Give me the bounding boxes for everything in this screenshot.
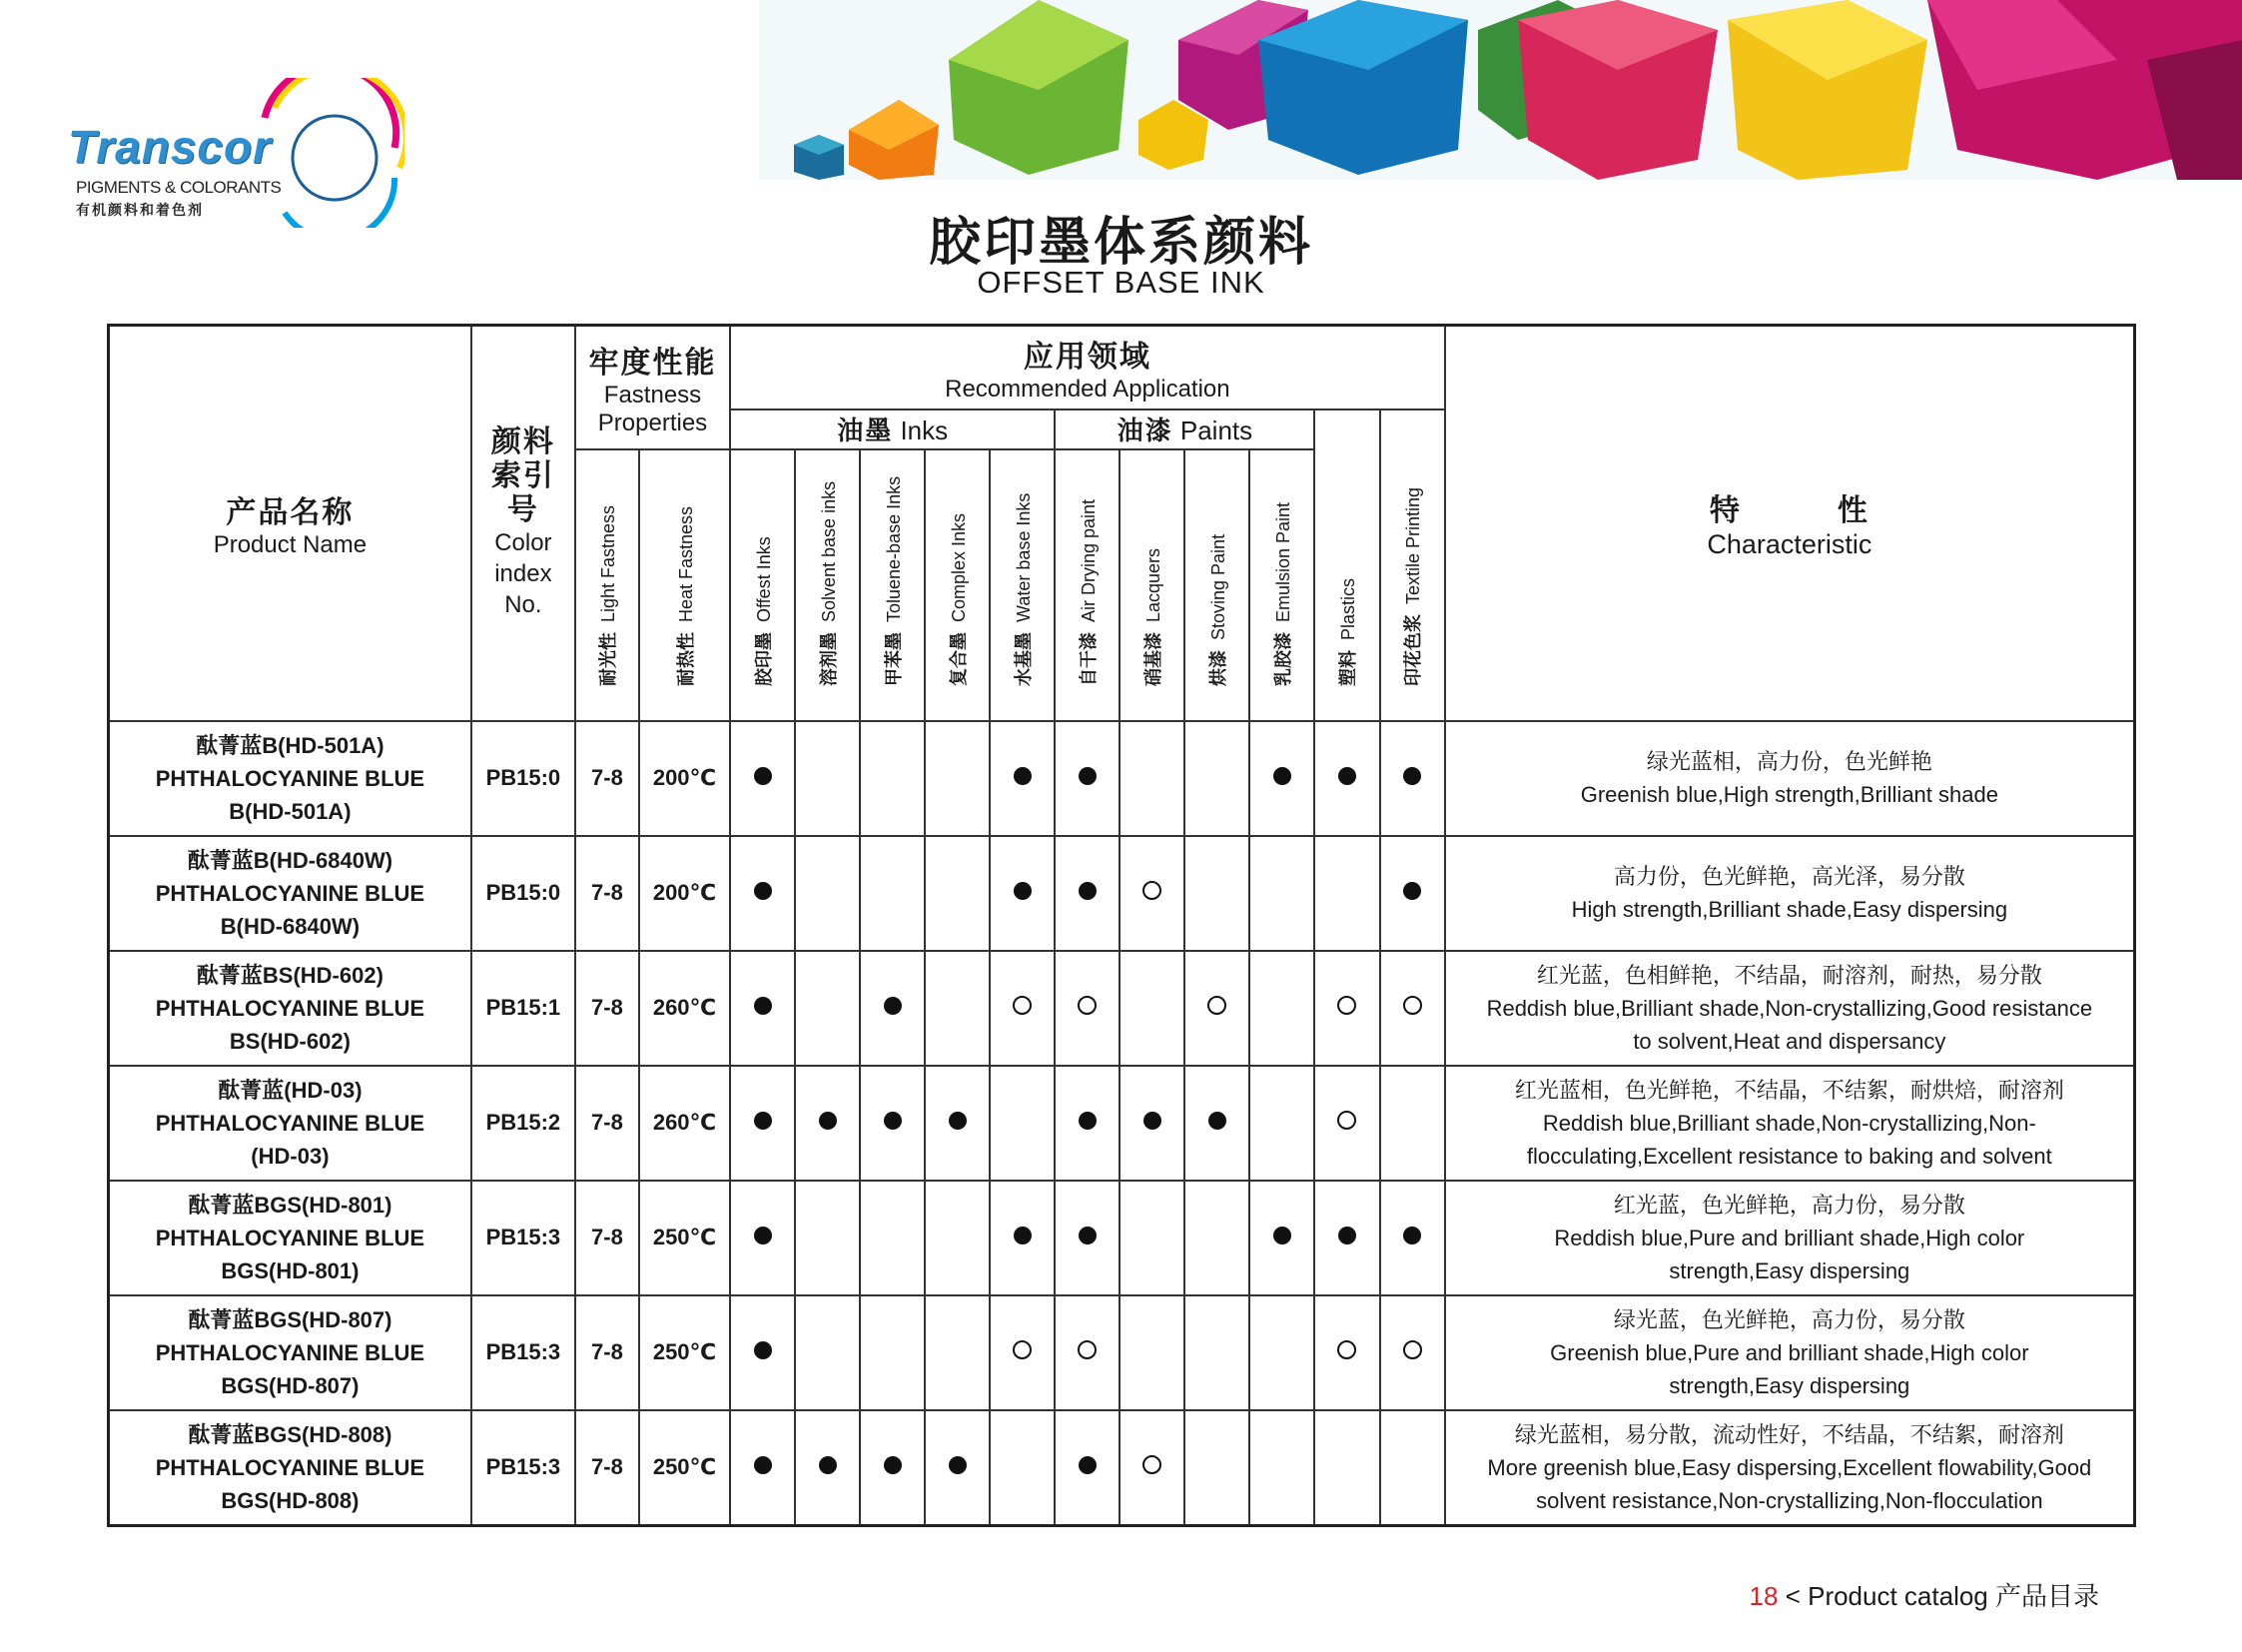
product-name-en: PHTHALOCYANINE BLUE xyxy=(155,1110,425,1136)
col-cn: 溶剂墨 xyxy=(818,631,839,686)
suitable-circle-icon xyxy=(1403,996,1422,1015)
col-cn: 水基墨 xyxy=(1013,631,1034,686)
suitable-circle-icon xyxy=(1078,996,1097,1015)
application-cell xyxy=(860,1410,925,1526)
header-paints-cn: 油漆 xyxy=(1117,416,1173,446)
recommended-dot-icon xyxy=(1014,882,1032,900)
application-cell xyxy=(730,1066,795,1181)
application-cell xyxy=(730,1410,795,1526)
product-name-en: PHTHALOCYANINE BLUE xyxy=(155,1454,425,1480)
application-cell xyxy=(860,721,925,836)
footer-text: < Product catalog 产品目录 xyxy=(1778,1581,2099,1611)
product-name-cn: 酞菁蓝BGS(HD-801) xyxy=(188,1192,392,1218)
application-cell xyxy=(795,1295,860,1410)
product-name-cell xyxy=(109,1410,471,1526)
light-fastness-cell: 7-8 xyxy=(575,836,639,951)
header-col-lacquers xyxy=(1120,449,1184,721)
color-index-cell: PB15:2 xyxy=(471,1066,575,1181)
product-table xyxy=(107,324,2136,1527)
application-cell xyxy=(1055,1410,1120,1526)
recommended-dot-icon xyxy=(1079,1456,1097,1474)
product-name-cn: 酞菁蓝(HD-03) xyxy=(218,1077,363,1103)
product-code-en: B(HD-501A) xyxy=(229,798,352,824)
col-en: Heat Fastness xyxy=(675,505,696,622)
characteristic-en: Reddish blue,Brilliant shade,Non-crystallizing,Non- xyxy=(1542,1110,2036,1136)
header-product-en: Product Name xyxy=(213,530,368,558)
header-col-stoving xyxy=(1184,449,1249,721)
application-cell xyxy=(925,951,990,1066)
header-paints-en: Paints xyxy=(1179,415,1253,445)
header-col-emulsion xyxy=(1249,449,1314,721)
recommended-dot-icon xyxy=(754,1227,772,1244)
recommended-dot-icon xyxy=(1079,1112,1097,1130)
characteristic-en-cont: to solvent,Heat and dispersancy xyxy=(1633,1028,1946,1054)
recommended-dot-icon xyxy=(1403,882,1421,900)
header-application-cn: 应用领域 xyxy=(1023,339,1151,375)
application-cell xyxy=(730,721,795,836)
application-cell xyxy=(795,1181,860,1295)
application-cell xyxy=(1314,721,1379,836)
light-fastness-cell: 7-8 xyxy=(575,1295,639,1410)
application-cell xyxy=(860,1181,925,1295)
page-footer xyxy=(1750,1576,2099,1613)
application-cell xyxy=(795,836,860,951)
application-cell xyxy=(990,1295,1055,1410)
col-en: Complex Inks xyxy=(948,512,969,622)
application-cell xyxy=(1055,836,1120,951)
header-product xyxy=(109,326,471,721)
table-row xyxy=(109,836,2135,951)
application-cell xyxy=(925,1295,990,1410)
color-index-cell: PB15:3 xyxy=(471,1295,575,1410)
product-code-en: BGS(HD-801) xyxy=(221,1257,360,1283)
light-fastness-cell: 7-8 xyxy=(575,1066,639,1181)
recommended-dot-icon xyxy=(754,1456,772,1474)
application-cell xyxy=(925,836,990,951)
recommended-dot-icon xyxy=(1079,1227,1097,1244)
page-number: 18 xyxy=(1749,1581,1779,1611)
heat-fastness-cell: 250℃ xyxy=(639,1181,730,1295)
application-cell xyxy=(1184,1181,1249,1295)
characteristic-en: Greenish blue,High strength,Brilliant shade xyxy=(1580,782,1998,807)
col-cn: 乳胶漆 xyxy=(1272,631,1293,686)
application-cell xyxy=(1120,836,1184,951)
recommended-dot-icon xyxy=(884,1112,902,1130)
recommended-dot-icon xyxy=(1208,1112,1226,1130)
product-name-cn: 酞菁蓝BGS(HD-808) xyxy=(188,1421,392,1447)
product-name-cn: 酞菁蓝B(HD-501A) xyxy=(196,732,384,758)
recommended-dot-icon xyxy=(1014,1227,1032,1244)
recommended-dot-icon xyxy=(884,1456,902,1474)
application-cell xyxy=(730,836,795,951)
col-cn: 硝基漆 xyxy=(1142,631,1163,686)
application-cell xyxy=(1380,951,1445,1066)
recommended-dot-icon xyxy=(949,1456,967,1474)
suitable-circle-icon xyxy=(1013,996,1032,1015)
recommended-dot-icon xyxy=(1338,1227,1356,1244)
col-cn: 自干漆 xyxy=(1078,631,1099,686)
application-cell xyxy=(925,721,990,836)
application-cell xyxy=(1249,1410,1314,1526)
col-cn: 塑料 xyxy=(1337,649,1358,686)
col-cn: 印花色浆 xyxy=(1403,613,1424,686)
application-cell xyxy=(990,1410,1055,1526)
col-cn: 烘漆 xyxy=(1207,649,1228,686)
application-cell xyxy=(1249,1295,1314,1410)
color-index-cell: PB15:3 xyxy=(471,1181,575,1295)
recommended-dot-icon xyxy=(754,997,772,1015)
col-en: Stoving Paint xyxy=(1207,533,1228,640)
header-col-toluene xyxy=(860,449,925,721)
product-code-en: BGS(HD-807) xyxy=(221,1372,360,1398)
color-index-cell: PB15:0 xyxy=(471,721,575,836)
application-cell xyxy=(795,1066,860,1181)
suitable-circle-icon xyxy=(1142,1455,1161,1474)
characteristic-en: Greenish blue,Pure and brilliant shade,High color xyxy=(1550,1339,2029,1365)
col-en: Offest Inks xyxy=(753,535,774,622)
header-application xyxy=(730,326,1445,410)
application-cell xyxy=(1184,836,1249,951)
light-fastness-cell: 7-8 xyxy=(575,1181,639,1295)
application-cell xyxy=(1380,1410,1445,1526)
page-title-cn: 胶印墨体系颜料 xyxy=(928,213,1313,273)
application-cell xyxy=(925,1066,990,1181)
color-index-cell: PB15:1 xyxy=(471,951,575,1066)
application-cell xyxy=(1120,1181,1184,1295)
application-cell xyxy=(990,836,1055,951)
application-cell xyxy=(1055,1295,1120,1410)
product-name-cell xyxy=(109,721,471,836)
header-fastness-en-1: Fastness xyxy=(603,381,702,409)
application-cell xyxy=(1380,721,1445,836)
col-en: Emulsion Paint xyxy=(1272,501,1293,622)
header-inks-cn: 油墨 xyxy=(837,416,894,446)
application-cell xyxy=(1380,836,1445,951)
application-cell xyxy=(860,1066,925,1181)
header-color-index xyxy=(471,326,575,721)
application-cell xyxy=(795,951,860,1066)
product-name-en: PHTHALOCYANINE BLUE xyxy=(155,880,425,906)
characteristic-cell xyxy=(1445,1410,2135,1526)
application-cell xyxy=(1314,1295,1379,1410)
suitable-circle-icon xyxy=(1207,996,1226,1015)
application-cell xyxy=(1120,721,1184,836)
suitable-circle-icon xyxy=(1078,1340,1097,1359)
col-en: Plastics xyxy=(1337,577,1358,640)
header-ci-en-2: index xyxy=(494,560,552,588)
col-cn: 耐热性 xyxy=(675,631,696,686)
col-en: Textile Printing xyxy=(1403,486,1424,604)
application-cell xyxy=(1184,1410,1249,1526)
product-name-en: PHTHALOCYANINE BLUE xyxy=(155,1339,425,1365)
table-row xyxy=(109,1295,2135,1410)
col-en: Air Drying paint xyxy=(1078,498,1099,622)
col-en: Solvent base inks xyxy=(818,480,839,622)
table-row xyxy=(109,721,2135,836)
product-name-cn: 酞菁蓝BGS(HD-807) xyxy=(188,1306,392,1332)
table-row xyxy=(109,1181,2135,1295)
recommended-dot-icon xyxy=(819,1112,837,1130)
product-name-cell xyxy=(109,1066,471,1181)
application-cell xyxy=(1314,1066,1379,1181)
recommended-dot-icon xyxy=(754,1341,772,1359)
characteristic-en: High strength,Brilliant shade,Easy dispersing xyxy=(1571,897,2008,922)
application-cell xyxy=(1055,1066,1120,1181)
heat-fastness-cell: 260℃ xyxy=(639,1066,730,1181)
header-col-complex xyxy=(925,449,990,721)
application-cell xyxy=(1184,1066,1249,1181)
recommended-dot-icon xyxy=(754,767,772,785)
application-cell xyxy=(860,1295,925,1410)
col-en: Light Fastness xyxy=(597,504,618,622)
header-fastness xyxy=(575,326,730,449)
recommended-dot-icon xyxy=(1079,882,1097,900)
header-col-offset xyxy=(730,449,795,721)
product-name-cell xyxy=(109,951,471,1066)
recommended-dot-icon xyxy=(754,1112,772,1130)
application-cell xyxy=(730,1181,795,1295)
header-inks-en: Inks xyxy=(900,415,949,445)
application-cell xyxy=(1055,1181,1120,1295)
col-en: Toluene-base Inks xyxy=(883,475,904,622)
application-cell xyxy=(1249,1066,1314,1181)
characteristic-cn: 红光蓝，色相鲜艳，不结晶，耐溶剂，耐热，易分散 xyxy=(1536,962,2042,988)
header-ci-en-1: Color xyxy=(494,529,552,557)
header-col-heat xyxy=(639,449,730,721)
product-name-en: PHTHALOCYANINE BLUE xyxy=(155,765,425,791)
application-cell xyxy=(860,951,925,1066)
product-code-en: BS(HD-602) xyxy=(229,1028,351,1054)
light-fastness-cell: 7-8 xyxy=(575,951,639,1066)
product-name-en: PHTHALOCYANINE BLUE xyxy=(155,1225,425,1250)
header-col-textile xyxy=(1380,410,1445,721)
application-cell xyxy=(1055,721,1120,836)
application-cell xyxy=(1314,836,1379,951)
header-application-en: Recommended Application xyxy=(945,375,1230,403)
characteristic-en-cont: solvent resistance,Non-crystallizing,Non-flocculation xyxy=(1536,1487,2043,1513)
col-en: Lacquers xyxy=(1142,547,1163,622)
page-title-en: OFFSET BASE INK xyxy=(977,265,1265,300)
header-col-solvent xyxy=(795,449,860,721)
characteristic-en: Reddish blue,Brilliant shade,Non-crystallizing,Good resistance xyxy=(1486,995,2093,1021)
product-name-en: PHTHALOCYANINE BLUE xyxy=(155,995,425,1021)
application-cell xyxy=(1380,1066,1445,1181)
application-cell xyxy=(1120,1410,1184,1526)
product-code-en: B(HD-6840W) xyxy=(220,913,361,939)
characteristic-cell xyxy=(1445,1181,2135,1295)
application-cell xyxy=(1184,721,1249,836)
logo-wordmark: Transcor xyxy=(68,121,273,173)
recommended-dot-icon xyxy=(1273,1227,1291,1244)
header-characteristic xyxy=(1445,326,2135,721)
application-cell xyxy=(1380,1295,1445,1410)
recommended-dot-icon xyxy=(1403,767,1421,785)
logo-tagline: PIGMENTS & COLORANTS xyxy=(76,178,282,197)
application-cell xyxy=(1120,951,1184,1066)
application-cell xyxy=(730,1295,795,1410)
characteristic-cn: 绿光蓝，色光鲜艳，高力份，易分散 xyxy=(1613,1306,1965,1332)
application-cell xyxy=(1314,1181,1379,1295)
col-cn: 耐光性 xyxy=(597,631,618,686)
col-en: Water base Inks xyxy=(1013,492,1034,622)
characteristic-en-cont: strength,Easy dispersing xyxy=(1669,1257,1910,1283)
recommended-dot-icon xyxy=(819,1456,837,1474)
recommended-dot-icon xyxy=(1338,767,1356,785)
heat-fastness-cell: 250℃ xyxy=(639,1295,730,1410)
application-cell xyxy=(1314,1410,1379,1526)
col-cn: 胶印墨 xyxy=(753,631,774,686)
characteristic-en-cont: flocculating,Excellent resistance to baking and solvent xyxy=(1526,1143,2052,1169)
col-cn: 甲苯墨 xyxy=(883,631,904,686)
application-cell xyxy=(1314,951,1379,1066)
application-cell xyxy=(1249,951,1314,1066)
recommended-dot-icon xyxy=(1143,1112,1161,1130)
header-ci-cn: 颜料索引号 xyxy=(490,424,555,528)
recommended-dot-icon xyxy=(1403,1227,1421,1244)
characteristic-cell xyxy=(1445,1066,2135,1181)
heat-fastness-cell: 200℃ xyxy=(639,836,730,951)
application-cell xyxy=(1120,1295,1184,1410)
application-cell xyxy=(925,1181,990,1295)
recommended-dot-icon xyxy=(754,882,772,900)
characteristic-cell xyxy=(1445,721,2135,836)
characteristic-cn: 高力份，色光鲜艳，高光泽，易分散 xyxy=(1613,864,1965,889)
recommended-dot-icon xyxy=(949,1112,967,1130)
color-index-cell: PB15:0 xyxy=(471,836,575,951)
application-cell xyxy=(990,1181,1055,1295)
recommended-dot-icon xyxy=(1273,767,1291,785)
suitable-circle-icon xyxy=(1013,1340,1032,1359)
characteristic-cn: 绿光蓝相，易分散，流动性好，不结晶，不结絮，耐溶剂 xyxy=(1514,1421,2064,1447)
product-name-cn: 酞菁蓝BS(HD-602) xyxy=(196,962,383,988)
application-cell xyxy=(990,721,1055,836)
table-row xyxy=(109,1066,2135,1181)
application-cell xyxy=(860,836,925,951)
application-cell xyxy=(925,1410,990,1526)
product-code-en: BGS(HD-808) xyxy=(221,1487,360,1513)
product-name-cell xyxy=(109,1295,471,1410)
characteristic-cell xyxy=(1445,836,2135,951)
table-body xyxy=(109,721,2135,1526)
light-fastness-cell: 7-8 xyxy=(575,1410,639,1526)
product-name-cell xyxy=(109,1181,471,1295)
suitable-circle-icon xyxy=(1337,996,1356,1015)
header-col-light xyxy=(575,449,639,721)
header-ci-en-3: No. xyxy=(504,591,542,619)
product-name-cn: 酞菁蓝B(HD-6840W) xyxy=(187,847,393,873)
header-char-en: Characteristic xyxy=(1707,529,1872,560)
header-col-airdry xyxy=(1055,449,1120,721)
application-cell xyxy=(1055,951,1120,1066)
table-row xyxy=(109,1410,2135,1526)
header-paints xyxy=(1055,410,1314,449)
application-cell xyxy=(795,1410,860,1526)
col-cn: 复合墨 xyxy=(948,631,969,686)
product-code-en: (HD-03) xyxy=(251,1143,330,1169)
application-cell xyxy=(1184,1295,1249,1410)
application-cell xyxy=(990,1066,1055,1181)
application-cell xyxy=(1184,951,1249,1066)
heat-fastness-cell: 200℃ xyxy=(639,721,730,836)
product-name-cell xyxy=(109,836,471,951)
heat-fastness-cell: 250℃ xyxy=(639,1410,730,1526)
application-cell xyxy=(1249,1181,1314,1295)
characteristic-cell xyxy=(1445,1295,2135,1410)
characteristic-cell xyxy=(1445,951,2135,1066)
heat-fastness-cell: 260℃ xyxy=(639,951,730,1066)
application-cell xyxy=(1380,1181,1445,1295)
header-inks xyxy=(730,410,1055,449)
recommended-dot-icon xyxy=(884,997,902,1015)
recommended-dot-icon xyxy=(1014,767,1032,785)
light-fastness-cell: 7-8 xyxy=(575,721,639,836)
application-cell xyxy=(990,951,1055,1066)
logo-tagline-cn: 有机颜料和着色剂 xyxy=(76,202,204,218)
header-col-water xyxy=(990,449,1055,721)
characteristic-cn: 红光蓝，色光鲜艳，高力份，易分散 xyxy=(1613,1192,1965,1218)
characteristic-en: Reddish blue,Pure and brilliant shade,High color xyxy=(1554,1225,2025,1250)
suitable-circle-icon xyxy=(1337,1111,1356,1130)
application-cell xyxy=(795,721,860,836)
suitable-circle-icon xyxy=(1142,881,1161,900)
table-row xyxy=(109,951,2135,1066)
color-index-cell: PB15:3 xyxy=(471,1410,575,1526)
application-cell xyxy=(1249,721,1314,836)
characteristic-cn: 红光蓝相，色光鲜艳，不结晶，不结絮，耐烘焙，耐溶剂 xyxy=(1514,1077,2064,1103)
characteristic-en: More greenish blue,Easy dispersing,Excellent flowability,Good xyxy=(1487,1454,2092,1480)
header-col-plastics xyxy=(1314,410,1379,721)
recommended-dot-icon xyxy=(1079,767,1097,785)
application-cell xyxy=(1249,836,1314,951)
characteristic-en-cont: strength,Easy dispersing xyxy=(1669,1372,1910,1398)
header-fastness-en-2: Properties xyxy=(597,409,708,436)
suitable-circle-icon xyxy=(1403,1340,1422,1359)
header-fastness-cn: 牢度性能 xyxy=(588,345,717,381)
application-cell xyxy=(730,951,795,1066)
header-char-cn: 特 性 xyxy=(1709,493,1869,529)
suitable-circle-icon xyxy=(1337,1340,1356,1359)
characteristic-cn: 绿光蓝相，高力份，色光鲜艳 xyxy=(1646,749,1932,774)
header-product-cn: 产品名称 xyxy=(226,494,355,530)
application-cell xyxy=(1120,1066,1184,1181)
